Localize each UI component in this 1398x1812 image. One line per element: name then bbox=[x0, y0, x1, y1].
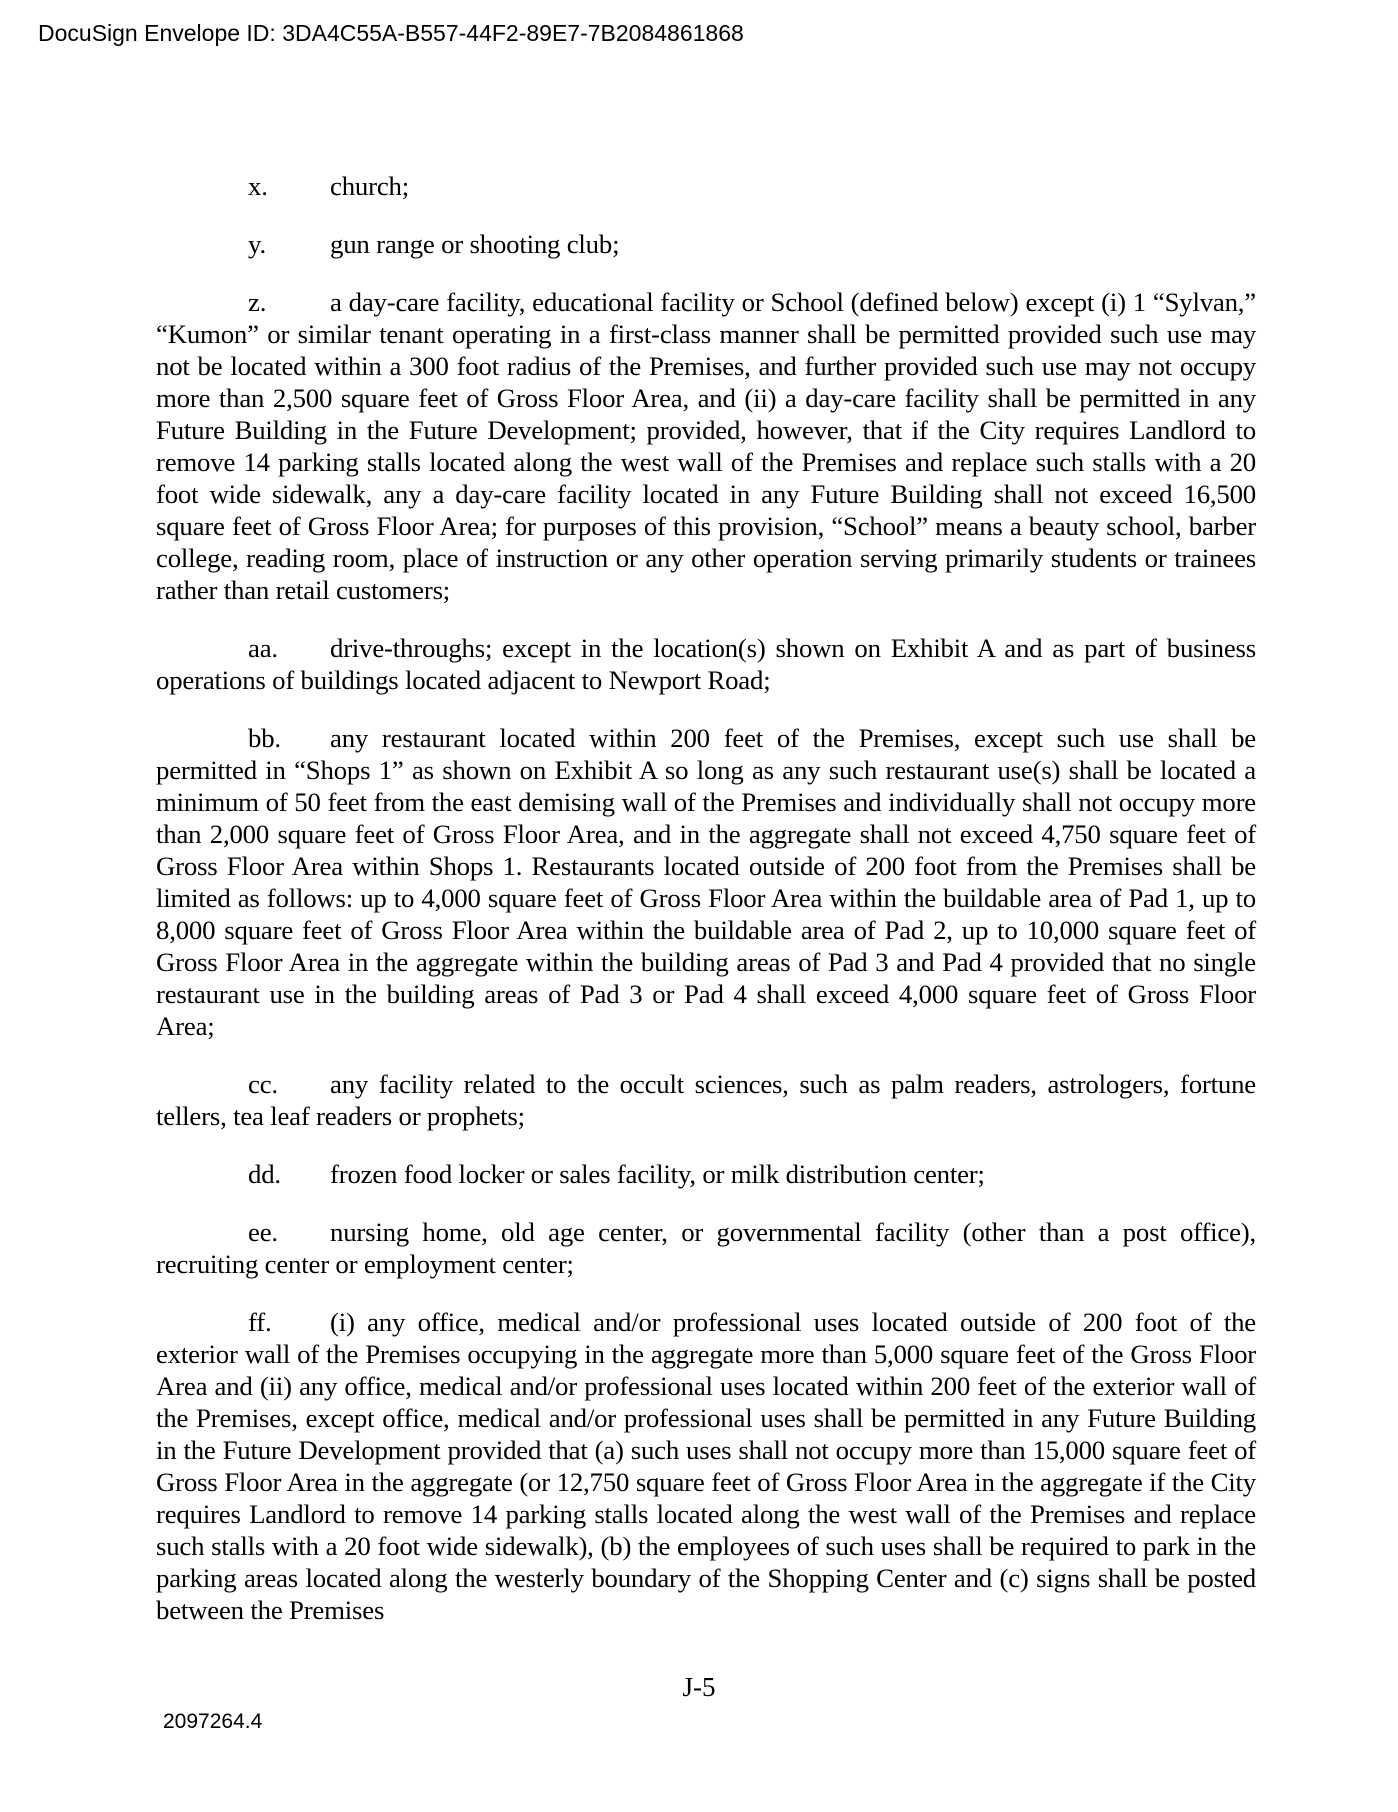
clause-text: gun range or shooting club; bbox=[330, 229, 620, 259]
clause-label: ee. bbox=[248, 1217, 278, 1247]
clause-label: dd. bbox=[248, 1159, 281, 1189]
clause-bb bbox=[156, 722, 1256, 1042]
clause-text: (i) any office, medical and/or professional uses located outside of 200 foot of the exterior wall of the Premises occupying in the aggregate more than 5,000 square feet of the Gross Floor Area and (ii) any office, medical and/or professional uses located within 200 feet of the exterior wall of the Premises, except office, medical and/or professional uses shall be permitted in any Future Building in the Future Development provided that (a) such uses shall not occupy more than 15,000 square feet of Gross Floor Area in the aggregate (or 12,750 square feet of Gross Floor Area in the aggregate if the City requires Landlord to remove 14 parking stalls located along the west wall of the Premises and replace such stalls with a 20 foot wide sidewalk), (b) the employees of such uses shall be required to park in the parking areas located along the westerly boundary of the Shopping Center and (c) signs shall be posted between the Premises bbox=[156, 1307, 1256, 1625]
clause-aa bbox=[156, 632, 1256, 696]
clause-text: any facility related to the occult sciences, such as palm readers, astrologers, fortune tellers, tea leaf readers or prophets; bbox=[156, 1069, 1256, 1131]
clause-label: aa. bbox=[248, 633, 278, 663]
clause-text: any restaurant located within 200 feet of the Premises, except such use shall be permitted in “Shops 1” as shown on Exhibit A so long as any such restaurant use(s) shall be located a minimum of 50 feet from the east demising wall of the Premises and individually shall not occupy more than 2,000 square feet of Gross Floor Area, and in the aggregate shall not exceed 4,750 square feet of Gross Floor Area within Shops 1. Restaurants located outside of 200 foot from the Premises shall be limited as follows: up to 4,000 square feet of Gross Floor Area within the buildable area of Pad 1, up to 8,000 square feet of Gross Floor Area within the buildable area of Pad 2, up to 10,000 square feet of Gross Floor Area in the aggregate within the building areas of Pad 3 and Pad 4 provided that no single restaurant use in the building areas of Pad 3 or Pad 4 shall exceed 4,000 square feet of Gross Floor Area; bbox=[156, 723, 1256, 1041]
clause-text: drive-throughs; except in the location(s) shown on Exhibit A and as part of business operations of buildings located adjacent to Newport Road; bbox=[156, 633, 1256, 695]
document-body bbox=[156, 170, 1256, 1626]
clause-label: y. bbox=[248, 229, 266, 259]
clause-text: frozen food locker or sales facility, or milk distribution center; bbox=[330, 1159, 985, 1189]
clause-ee bbox=[156, 1216, 1256, 1280]
clause-text: church; bbox=[330, 171, 409, 201]
clause-cc bbox=[156, 1068, 1256, 1132]
page-number: J-5 bbox=[682, 1672, 716, 1702]
clause-label: ff. bbox=[248, 1307, 272, 1337]
clause-y bbox=[156, 228, 1256, 260]
docusign-envelope-id: DocuSign Envelope ID: 3DA4C55A-B557-44F2-89E7-7B2084861868 bbox=[38, 20, 744, 46]
clause-z bbox=[156, 286, 1256, 606]
clause-dd bbox=[156, 1158, 1256, 1190]
document-reference-number: 2097264.4 bbox=[163, 1710, 263, 1733]
clause-x bbox=[156, 170, 1256, 202]
clause-ff bbox=[156, 1306, 1256, 1626]
clause-text: a day-care facility, educational facility or School (defined below) except (i) 1 “Sylvan,” “Kumon” or similar tenant operating in a first-class manner shall be permitted provided such use may not be located within a 300 foot radius of the Premises, and further provided such use may not occupy more than 2,500 square feet of Gross Floor Area, and (ii) a day-care facility shall be permitted in any Future Building in the Future Development; provided, however, that if the City requires Landlord to remove 14 parking stalls located along the west wall of the Premises and replace such stalls with a 20 foot wide sidewalk, any a day-care facility located in any Future Building shall not exceed 16,500 square feet of Gross Floor Area; for purposes of this provision, “School” means a beauty school, barber college, reading room, place of instruction or any other operation serving primarily students or trainees rather than retail customers; bbox=[156, 287, 1256, 605]
clause-label: x. bbox=[248, 171, 268, 201]
clause-text: nursing home, old age center, or governmental facility (other than a post office), recruiting center or employment center; bbox=[156, 1217, 1256, 1279]
clause-label: bb. bbox=[248, 723, 281, 753]
clause-label: cc. bbox=[248, 1069, 278, 1099]
clause-label: z. bbox=[248, 287, 267, 317]
